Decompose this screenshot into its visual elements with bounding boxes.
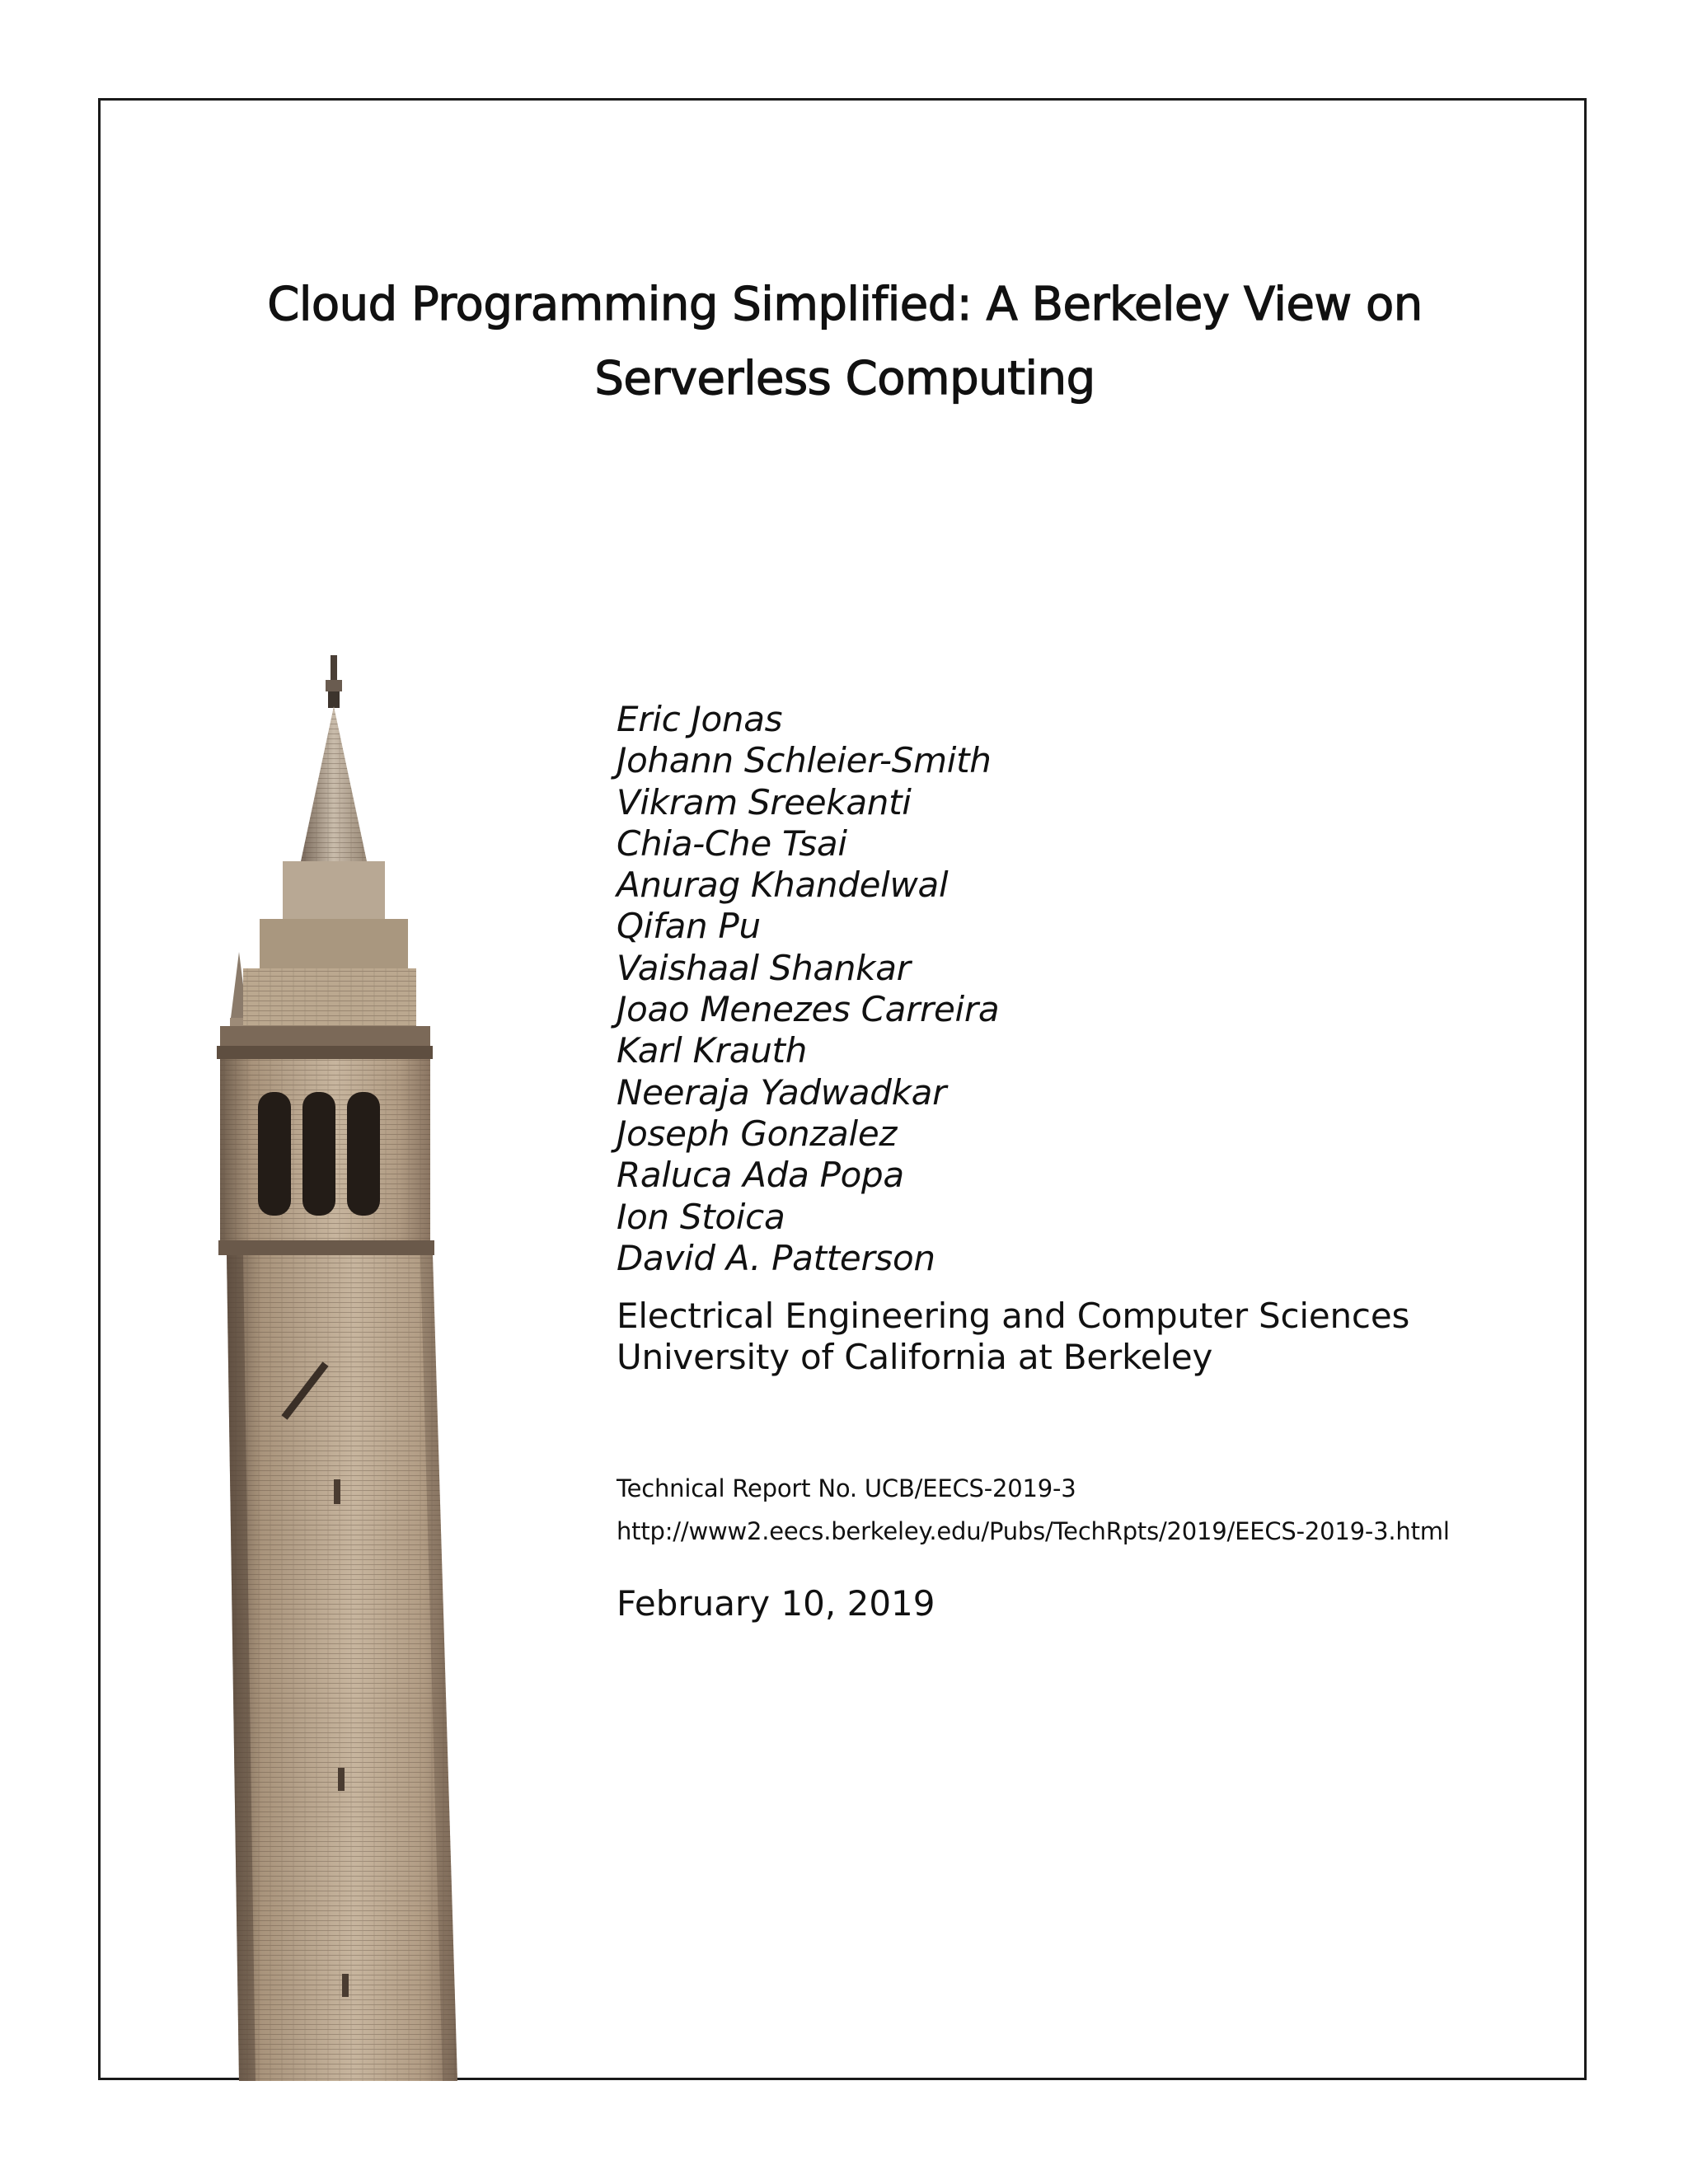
author-name: Anurag Khandelwal — [617, 865, 949, 906]
author-name: Raluca Ada Popa — [617, 1155, 904, 1196]
author-name: Chia-Che Tsai — [617, 823, 847, 864]
title-line-1: Cloud Programming Simplified: A Berkeley View on — [267, 278, 1423, 331]
report-title — [165, 268, 1525, 416]
author-name: Qifan Pu — [617, 906, 761, 947]
title-line-2: Serverless Computing — [594, 352, 1095, 405]
author-name: Johann Schleier-Smith — [617, 740, 992, 781]
university-name: University of California at Berkeley — [617, 1337, 1213, 1377]
campanile-tower-image — [210, 655, 523, 2081]
department-name: Electrical Engineering and Computer Sciences — [617, 1296, 1410, 1336]
author-name: Joao Menezes Carreira — [617, 989, 1000, 1030]
report-number: Technical Report No. UCB/EECS-2019-3 — [617, 1474, 1076, 1502]
author-name: Vaishaal Shankar — [617, 947, 911, 988]
affiliation — [617, 1296, 1409, 1378]
report-date: February 10, 2019 — [617, 1583, 935, 1624]
author-list — [617, 699, 999, 1279]
author-name: Joseph Gonzalez — [617, 1113, 898, 1154]
author-name: Karl Krauth — [617, 1030, 808, 1071]
report-url[interactable]: http://www2.eecs.berkeley.edu/Pubs/TechRpts/2019/EECS-2019-3.html — [617, 1517, 1450, 1545]
author-name: David A. Patterson — [617, 1237, 935, 1278]
author-name: Ion Stoica — [617, 1196, 785, 1237]
author-name: Eric Jonas — [617, 699, 783, 739]
report-info — [617, 1467, 1450, 1553]
author-name: Vikram Sreekanti — [617, 781, 912, 823]
author-name: Neeraja Yadwadkar — [617, 1071, 947, 1113]
